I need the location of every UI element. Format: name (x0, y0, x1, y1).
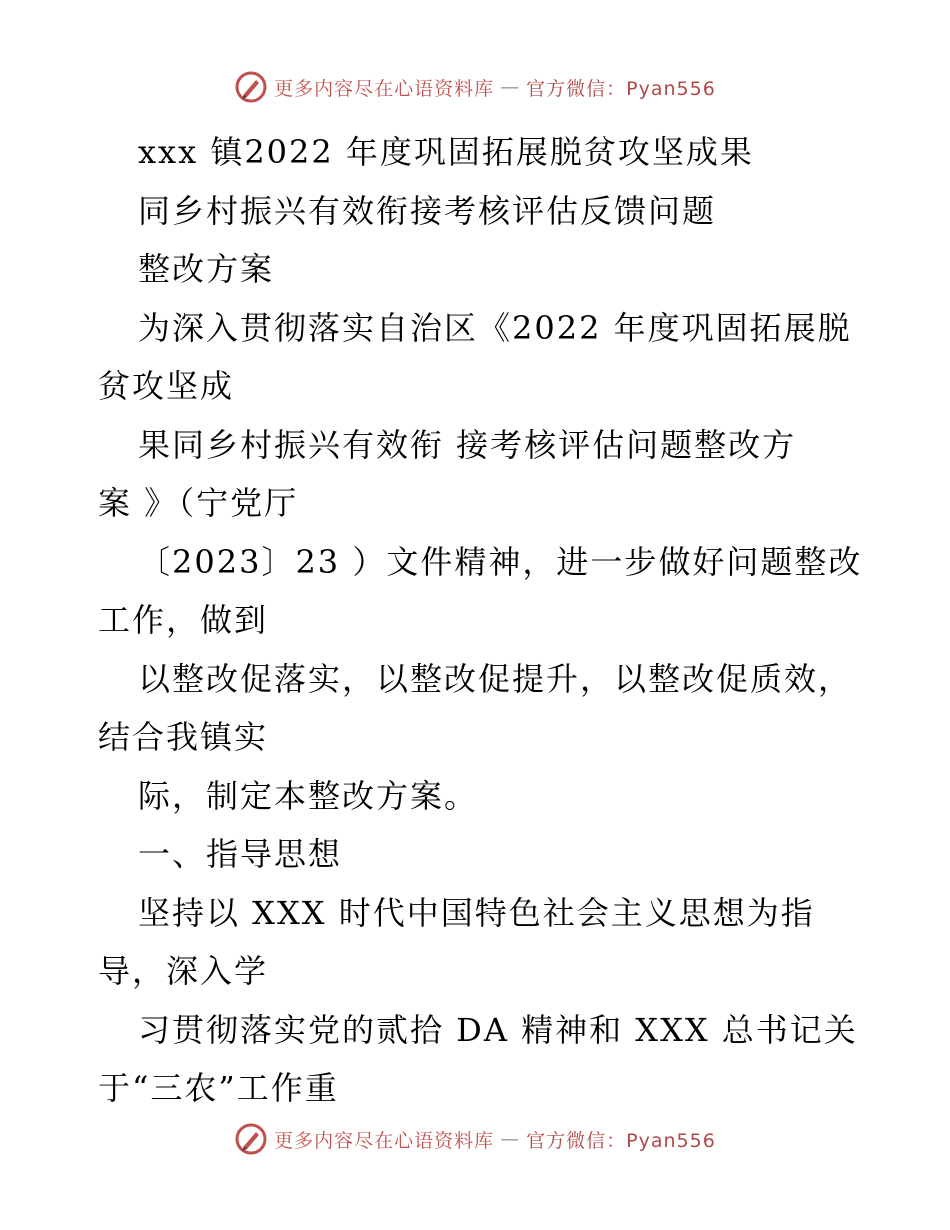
document-line: 为深入贯彻落实自治区《2022 年度巩固拓展脱 (138, 308, 852, 347)
watermark-text: 更多内容尽在心语资料库 (274, 77, 495, 100)
document-line: 导，深入学 (98, 952, 269, 990)
document-line: 结合我镇实 (98, 718, 269, 756)
pen-logo-icon (234, 70, 268, 104)
document-line: 际，制定本整改方案。 (138, 776, 479, 815)
watermark-dash: — (500, 1128, 521, 1150)
pen-logo-icon (234, 1122, 268, 1156)
document-line: xxx 镇2022 年度巩固拓展脱贫攻坚成果 (138, 133, 754, 171)
document-line: 〔2023〕23 ）文件精神，进一步做好问题整改 (138, 542, 863, 581)
document-line: 整改方案 (138, 250, 275, 288)
document-line: 习贯彻落实党的贰拾 DA 精神和 XXX 总书记关 (138, 1010, 858, 1049)
document-line: 果同乡村振兴有效衔 接考核评估问题整改方 (138, 425, 797, 464)
document-line: 以整改促落实，以整改促提升，以整改促质效， (138, 659, 853, 698)
document-line: 案 》（宁党厅 (98, 484, 299, 522)
document-body (98, 123, 863, 1118)
watermark-contact: 官方微信：Pyan556 (526, 77, 716, 100)
document-line: 坚持以 XXX 时代中国特色社会主义思想为指 (138, 893, 815, 932)
document-line: 工作，做到 (98, 601, 269, 639)
watermark-text: 更多内容尽在心语资料库 (274, 1129, 495, 1152)
document-line: 于“三农”工作重 (98, 1069, 339, 1107)
footer-watermark (0, 1122, 950, 1156)
watermark-dash: — (500, 76, 521, 98)
watermark-contact: 官方微信：Pyan556 (526, 1129, 716, 1152)
document-line: 一、指导思想 (138, 835, 343, 873)
header-watermark (0, 70, 950, 104)
document-line: 同乡村振兴有效衔接考核评估反馈问题 (138, 191, 717, 230)
document-line: 贫攻坚成 (98, 367, 235, 405)
